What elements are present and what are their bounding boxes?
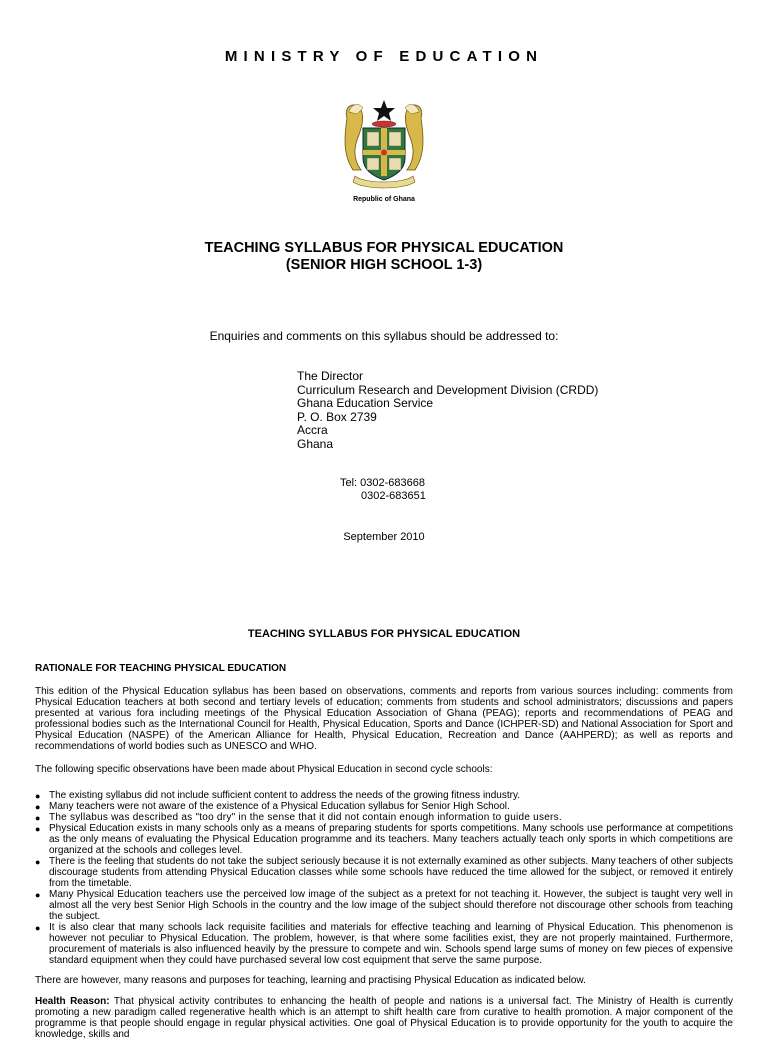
tel-line-2: 0302-683651: [361, 490, 426, 502]
paragraph-intro: This edition of the Physical Education syllabus has been based on observations, comments and reports from various sources including: comments from Physical Education teachers at both second and tertiary levels of education; comments from students and school administrators; discussions and papers presented at various fora including meetings of the Physical Education Association of Ghana (PEAG); reports and recommendations of PEAG and professional bodies such as the International Council for Health, Physical Education, Sports and Dance (ICHPER-SD) and National Association for Sport and Physical Education (NASPE) of the American Alliance for Health, Physical Education, Recreation and Dance (AAHPERD); as well as reports and recommendations of world bodies such as UNESCO and WHO.: [35, 686, 733, 752]
document-title: [0, 240, 768, 274]
title-line-2: (SENIOR HIGH SCHOOL 1-3): [285, 257, 483, 273]
address-line: Ghana: [297, 436, 334, 451]
list-item: ● It is also clear that many schools lack requisite facilities and materials for effective teaching and learning of Physical Education. This phenomenon is however not peculiar to Physical Education. The problem, however, is that where some facilities exist, they are not properly maintained. Furthermore, procurement of materials is also influenced heavily by the pressure to compete and win. Schools spend large sums of money on few pieces of expensive standard equipment when they could have purchased several low cost equipment that serve the same purpose.: [35, 922, 733, 966]
paragraph-health: Health Reason: That physical activity contributes to enhancing the health of people and nations is a universal fact. The Ministry of Health is currently promoting a new paradigm called regenerative health which is an attempt to shift health care from curative to health promotion. A major component of the programme is that people should engage in regular physical activities. One goal of Physical Education is to provide opportunity for the youth to acquire the knowledge, skills and: [35, 996, 733, 1040]
list-item: ● Physical Education exists in many schools only as a means of preparing students for sports competitions. Many schools use performance at competitions as the only means of evaluating the Physical Education programme and its teachers. Many teachers actually teach only sports in which competitions are organized at the schools and colleges level.: [35, 823, 733, 856]
list-item: ● The existing syllabus did not include sufficient content to address the needs of the growing fitness industry.: [35, 790, 521, 801]
bullet-icon: ●: [35, 824, 41, 834]
health-reason-label: Health Reason:: [35, 996, 110, 1007]
bullet-icon: ●: [35, 857, 41, 867]
paragraph-observations: The following specific observations have been made about Physical Education in second cycle schools:: [35, 764, 493, 775]
address-line: P. O. Box 2739: [297, 409, 377, 424]
address-block: [297, 370, 598, 451]
list-item: ● Many teachers were not aware of the existence of a Physical Education syllabus for Senior High School.: [35, 801, 510, 812]
coat-of-arms-icon: [341, 96, 427, 192]
bullet-icon: ●: [35, 813, 41, 823]
bullet-icon: ●: [35, 890, 41, 900]
publication-date: September 2010: [343, 531, 425, 543]
address-line: Accra: [297, 423, 328, 437]
ministry-title: MINISTRY OF EDUCATION: [224, 48, 544, 65]
observations-list: [35, 790, 733, 966]
address-line: The Director: [297, 369, 364, 383]
bullet-icon: ●: [35, 923, 41, 933]
list-item: ● Many Physical Education teachers use the perceived low image of the subject as a pretext for not teaching it. However, the subject is taught very well in almost all the very best Senior High Schools in the country and the low image of the subject should therefore not discourage other schools from teaching the subject.: [35, 889, 733, 922]
bullet-icon: ●: [35, 802, 41, 812]
section-title: TEACHING SYLLABUS FOR PHYSICAL EDUCATION: [247, 628, 521, 640]
telephone-block: [340, 477, 426, 503]
address-line: Ghana Education Service: [297, 396, 434, 410]
list-item: ● The syllabus was described as "too dry" in the sense that it did not contain enough information to guide users.: [35, 812, 562, 823]
list-item: ● There is the feeling that students do not take the subject seriously because it is not externally examined as other subjects. Many teachers of other subjects discourage students from attending Physical Education classes while some schools have reduced the time allowed for the subject, or removed it entirely from the timetable.: [35, 856, 733, 889]
enquiries-text: Enquiries and comments on this syllabus should be addressed to:: [209, 329, 559, 343]
address-line: Curriculum Research and Development Division (CRDD): [297, 382, 599, 397]
tel-line-1: Tel: 0302-683668: [340, 477, 426, 489]
title-line-1: TEACHING SYLLABUS FOR PHYSICAL EDUCATION: [204, 240, 564, 256]
bullet-icon: ●: [35, 791, 41, 801]
crest-caption: Republic of Ghana: [353, 196, 415, 203]
rationale-heading: RATIONALE FOR TEACHING PHYSICAL EDUCATION: [35, 663, 287, 674]
paragraph-reasons: There are however, many reasons and purposes for teaching, learning and practising Physical Education as indicated below.: [35, 975, 586, 986]
